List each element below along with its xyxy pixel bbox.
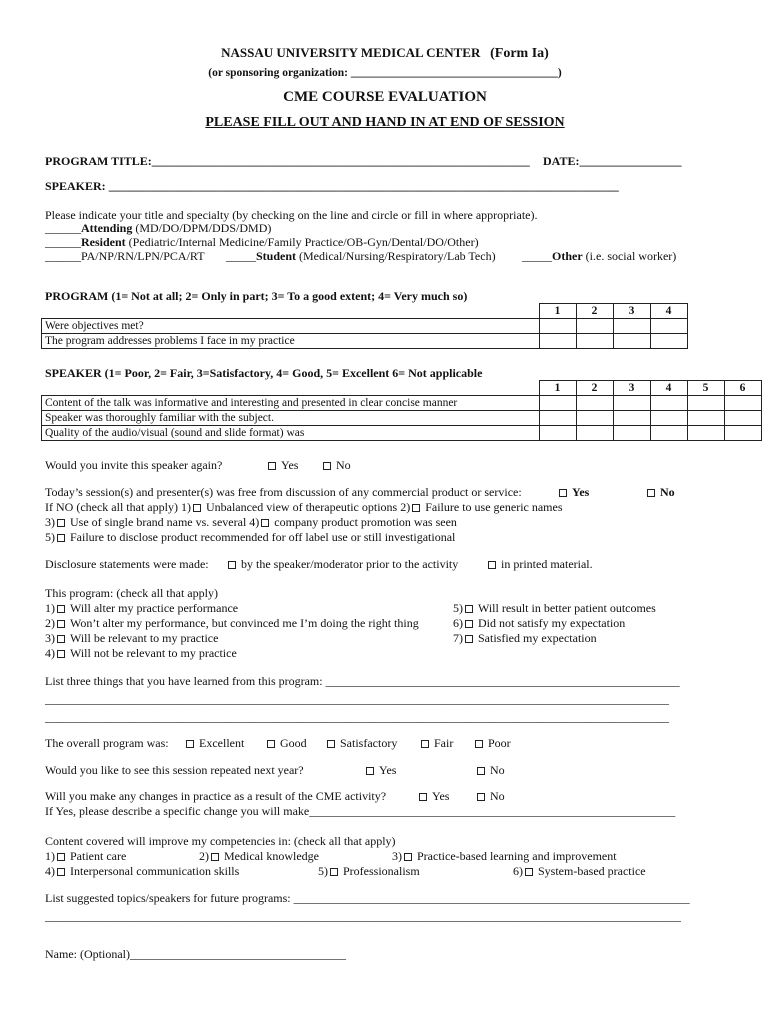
speaker-row [45, 179, 619, 193]
student-blank[interactable]: _____ [226, 249, 256, 263]
option-label: Practice-based learning and improvement [417, 849, 617, 863]
checkbox-icon[interactable] [193, 504, 201, 512]
option-label: Did not satisfy my expectation [478, 616, 626, 630]
speaker-table-header [42, 381, 762, 396]
list-item[interactable] [453, 601, 656, 615]
brand-name-label: Use of single brand name vs. several 4) [70, 515, 260, 529]
checkbox-icon[interactable] [57, 853, 65, 861]
checkbox-icon[interactable] [228, 561, 236, 569]
commercial-row-3 [45, 515, 457, 529]
attending-option[interactable] [45, 221, 271, 235]
checkbox-icon[interactable] [475, 740, 483, 748]
column-header: 2 [576, 381, 613, 396]
other-detail: (i.e. social worker) [582, 249, 677, 263]
table-row [42, 426, 762, 441]
table-row [42, 411, 762, 426]
checkbox-icon[interactable] [57, 620, 65, 628]
option-number: 6) [513, 864, 523, 878]
student-detail: (Medical/Nursing/Respiratory/Lab Tech) [296, 249, 496, 263]
rating-cell[interactable] [613, 396, 650, 411]
competencies-heading: Content covered will improve my competencies in: (check all that apply) [45, 834, 396, 848]
name-field[interactable]: Name: (Optional)____________________________________ [45, 947, 346, 961]
resident-blank[interactable]: ______ [45, 235, 81, 249]
suggest-question[interactable]: List suggested topics/speakers for future programs: __________________________________________________________________ [45, 891, 690, 905]
option-label: Will result in better patient outcomes [478, 601, 656, 615]
option-number: 7) [453, 631, 463, 645]
list-item[interactable] [453, 631, 597, 645]
other-option[interactable] [522, 249, 676, 263]
option-number: 5) [453, 601, 463, 615]
rating-cell[interactable] [724, 411, 761, 426]
list-item[interactable] [199, 849, 319, 863]
rating-cell[interactable] [650, 411, 687, 426]
column-header: 3 [613, 304, 650, 319]
rating-cell[interactable] [687, 396, 724, 411]
rating-cell[interactable] [613, 426, 650, 441]
org-name: NASSAU UNIVERSITY MEDICAL CENTER [221, 45, 481, 60]
checkbox-icon[interactable] [327, 740, 335, 748]
changes-yes-label: Yes [432, 789, 450, 803]
option-number: 5) [45, 530, 55, 544]
column-header: 1 [539, 381, 576, 396]
program-effect-heading: This program: (check all that apply) [45, 586, 218, 600]
off-label-label: Failure to disclose product recommended for off label use or still investigational [70, 530, 456, 544]
checkbox-icon[interactable] [488, 561, 496, 569]
row-label: Speaker was thoroughly familiar with the subject. [42, 411, 540, 426]
column-header: 4 [650, 381, 687, 396]
program-title-label: PROGRAM TITLE: [45, 154, 152, 168]
checkbox-icon[interactable] [323, 462, 331, 470]
disclosure-printed-option[interactable] [486, 557, 593, 571]
checkbox-icon[interactable] [57, 519, 65, 527]
changes-followup[interactable]: If Yes, please describe a specific change you will make_____________________________________________________________ [45, 804, 676, 818]
attending-label: Attending [81, 221, 133, 235]
row-label: Quality of the audio/visual (sound and slide format) was [42, 426, 540, 441]
form-label: (Form Ia) [490, 46, 549, 61]
speaker-label: SPEAKER: [45, 179, 106, 193]
invite-yes-label: Yes [281, 458, 299, 472]
option-number: 2) [45, 616, 55, 630]
generic-names-label: Failure to use generic names [425, 500, 563, 514]
commercial-no-label: No [660, 485, 675, 499]
checkbox-icon[interactable] [261, 519, 269, 527]
date-label: DATE: [543, 154, 580, 168]
option-label: Satisfied my expectation [478, 631, 597, 645]
rating-cell[interactable] [724, 396, 761, 411]
page-instruction: PLEASE FILL OUT AND HAND IN AT END OF SESSION [205, 115, 565, 130]
list-item[interactable] [45, 631, 218, 645]
disclosure-speaker-option[interactable] [226, 557, 458, 571]
commercial-row-5 [45, 530, 455, 544]
learned-line[interactable]: ________________________________________________________________________________________________________ [45, 692, 669, 706]
title-intro: Please indicate your title and specialty (by checking on the line and circle or fill in where appropriate). [45, 208, 538, 222]
list-item[interactable] [318, 864, 420, 878]
checkbox-icon[interactable] [525, 868, 533, 876]
attending-detail: (MD/DO/DPM/DDS/DMD) [132, 221, 272, 235]
rating-cell[interactable] [687, 411, 724, 426]
overall-option[interactable] [419, 736, 453, 750]
changes-no-label: No [490, 789, 505, 803]
speaker-rating-heading: SPEAKER (1= Poor, 2= Fair, 3=Satisfactory, 4= Good, 5= Excellent 6= Not applicable [45, 366, 483, 380]
option-label: Professionalism [343, 864, 420, 878]
option-number: 3) [45, 631, 55, 645]
overall-option[interactable] [184, 736, 244, 750]
column-header: 6 [724, 381, 761, 396]
rating-cell[interactable] [576, 319, 613, 334]
checkbox-icon[interactable] [419, 793, 427, 801]
commercial-question: Today’s session(s) and presenter(s) was free from discussion of any commercial product or service: [45, 485, 522, 499]
checkbox-icon[interactable] [57, 650, 65, 658]
checkbox-icon[interactable] [465, 605, 473, 613]
option-label: Will alter my practice performance [70, 601, 239, 615]
rating-cell[interactable] [576, 334, 613, 349]
table-corner [42, 381, 540, 396]
list-item[interactable] [392, 849, 617, 863]
list-item[interactable] [45, 616, 419, 630]
list-item[interactable] [45, 601, 238, 615]
checkbox-icon[interactable] [57, 635, 65, 643]
checkbox-icon[interactable] [647, 489, 655, 497]
suggest-line[interactable]: __________________________________________________________________________________________________________ [45, 909, 681, 923]
overall-option[interactable] [325, 736, 397, 750]
column-header: 4 [650, 304, 687, 319]
list-item[interactable] [513, 864, 646, 878]
option-number: 1) [45, 849, 55, 863]
rating-cell[interactable] [613, 319, 650, 334]
table-corner [42, 304, 540, 319]
list-item[interactable] [453, 616, 625, 630]
commercial-yes-label: Yes [572, 485, 590, 499]
option-number: 1) [45, 601, 55, 615]
option-number: 3) [392, 849, 402, 863]
option-label: Excellent [199, 736, 245, 750]
rating-cell[interactable] [576, 396, 613, 411]
rating-cell[interactable] [687, 426, 724, 441]
attending-blank[interactable]: ______ [45, 221, 81, 235]
program-table-header [42, 304, 688, 319]
row-label: Content of the talk was informative and interesting and presented in clear concise manner [42, 396, 540, 411]
invite-no-label: No [336, 458, 351, 472]
rating-cell[interactable] [539, 396, 576, 411]
checkbox-icon[interactable] [211, 853, 219, 861]
commercial-if-no-row [45, 500, 563, 514]
program-title-field[interactable]: _______________________________________________________________ [151, 154, 530, 168]
checkbox-icon[interactable] [330, 868, 338, 876]
other-blank[interactable]: _____ [522, 249, 552, 263]
disclosure-label: Disclosure statements were made: [45, 557, 209, 571]
option-number: 5) [318, 864, 328, 878]
checkbox-icon[interactable] [404, 853, 412, 861]
checkbox-icon[interactable] [57, 605, 65, 613]
option-number: 2) [199, 849, 209, 863]
rating-cell[interactable] [576, 426, 613, 441]
checkbox-icon[interactable] [57, 868, 65, 876]
other-label: Other [552, 249, 583, 263]
column-header: 2 [576, 304, 613, 319]
sponsor-line: (or sponsoring organization: ____________________________________) [208, 67, 562, 79]
option-label: Satisfactory [340, 736, 398, 750]
date-field[interactable]: _________________ [579, 154, 682, 168]
changes-yes-option[interactable] [417, 789, 449, 803]
changes-question: Will you make any changes in practice as a result of the CME activity? [45, 789, 387, 803]
date-row [543, 154, 681, 168]
overall-option[interactable] [473, 736, 511, 750]
speaker-field[interactable]: _____________________________________________________________________________________ [108, 179, 619, 193]
checkbox-icon[interactable] [477, 793, 485, 801]
option-label: Will not be relevant to my practice [70, 646, 237, 660]
rating-cell[interactable] [650, 319, 687, 334]
list-item[interactable] [45, 864, 239, 878]
table-row [42, 319, 688, 334]
invite-yes-option[interactable] [266, 458, 298, 472]
checkbox-icon[interactable] [412, 504, 420, 512]
rating-cell[interactable] [613, 334, 650, 349]
rating-cell[interactable] [724, 426, 761, 441]
learned-question[interactable]: List three things that you have learned from this program: ___________________________________________________________ [45, 674, 680, 688]
form-header [0, 46, 770, 61]
overall-label: The overall program was: [45, 736, 169, 750]
column-header: 1 [539, 304, 576, 319]
option-label: Won’t alter my performance, but convinced me I’m doing the right thing [70, 616, 419, 630]
program-title-row [45, 154, 530, 168]
option-label: Poor [488, 736, 511, 750]
column-header: 5 [687, 381, 724, 396]
list-item[interactable] [45, 646, 237, 660]
resident-label: Resident [81, 235, 126, 249]
repeat-question: Would you like to see this session repeated next year? [45, 763, 304, 777]
resident-detail: (Pediatric/Internal Medicine/Family Practice/OB-Gyn/Dental/DO/Other) [125, 235, 479, 249]
rating-cell[interactable] [539, 319, 576, 334]
disclosure-speaker-label: by the speaker/moderator prior to the activity [241, 557, 459, 571]
program-rating-heading: PROGRAM (1= Not at all; 2= Only in part; 3= To a good extent; 4= Very much so) [45, 289, 468, 303]
speaker-rating-table [41, 380, 762, 441]
rating-cell[interactable] [613, 411, 650, 426]
repeat-yes-label: Yes [379, 763, 397, 777]
repeat-yes-option[interactable] [364, 763, 396, 777]
checkbox-icon[interactable] [421, 740, 429, 748]
checkbox-icon[interactable] [57, 534, 65, 542]
checkbox-icon[interactable] [477, 767, 485, 775]
option-label: Will be relevant to my practice [70, 631, 219, 645]
list-item[interactable] [45, 849, 126, 863]
rating-cell[interactable] [650, 334, 687, 349]
student-option[interactable] [226, 249, 496, 263]
pa-option[interactable]: ______PA/NP/RN/LPN/PCA/RT [45, 249, 205, 263]
rating-cell[interactable] [539, 426, 576, 441]
row-label: The program addresses problems I face in my practice [42, 334, 540, 349]
option-label: Good [280, 736, 307, 750]
rating-cell[interactable] [539, 411, 576, 426]
checkbox-icon[interactable] [559, 489, 567, 497]
checkbox-icon[interactable] [465, 620, 473, 628]
checkbox-icon[interactable] [465, 635, 473, 643]
option-label: Patient care [70, 849, 127, 863]
option-label: Medical knowledge [224, 849, 319, 863]
row-label: Were objectives met? [42, 319, 540, 334]
student-label: Student [256, 249, 297, 263]
option-number: 4) [45, 864, 55, 878]
invite-question: Would you invite this speaker again? [45, 458, 223, 472]
option-label: Fair [434, 736, 454, 750]
rating-cell[interactable] [539, 334, 576, 349]
option-label: System-based practice [538, 864, 646, 878]
resident-option[interactable] [45, 235, 479, 249]
page-title: CME COURSE EVALUATION [283, 89, 487, 105]
option-number: 6) [453, 616, 463, 630]
checkbox-icon[interactable] [366, 767, 374, 775]
option-label: Interpersonal communication skills [70, 864, 240, 878]
invite-no-option[interactable] [321, 458, 351, 472]
table-row [42, 334, 688, 349]
rating-cell[interactable] [650, 396, 687, 411]
checkbox-icon[interactable] [186, 740, 194, 748]
repeat-no-option[interactable] [475, 763, 505, 777]
overall-option[interactable] [265, 736, 307, 750]
checkbox-icon[interactable] [267, 740, 275, 748]
rating-cell[interactable] [576, 411, 613, 426]
option-number: 4) [45, 646, 55, 660]
changes-no-option[interactable] [475, 789, 505, 803]
if-no-label: If NO (check all that apply) 1) [45, 500, 191, 514]
checkbox-icon[interactable] [268, 462, 276, 470]
commercial-yes-option[interactable] [557, 485, 589, 499]
commercial-no-option[interactable] [645, 485, 675, 499]
unbalanced-label: Unbalanced view of therapeutic options 2) [205, 500, 411, 514]
table-row [42, 396, 762, 411]
repeat-no-label: No [490, 763, 505, 777]
learned-line[interactable]: ________________________________________________________________________________________________________ [45, 710, 669, 724]
program-rating-table [41, 303, 688, 349]
column-header: 3 [613, 381, 650, 396]
option-number: 3) [45, 515, 55, 529]
disclosure-printed-label: in printed material. [501, 557, 593, 571]
promotion-label: company product promotion was seen [274, 515, 457, 529]
rating-cell[interactable] [650, 426, 687, 441]
